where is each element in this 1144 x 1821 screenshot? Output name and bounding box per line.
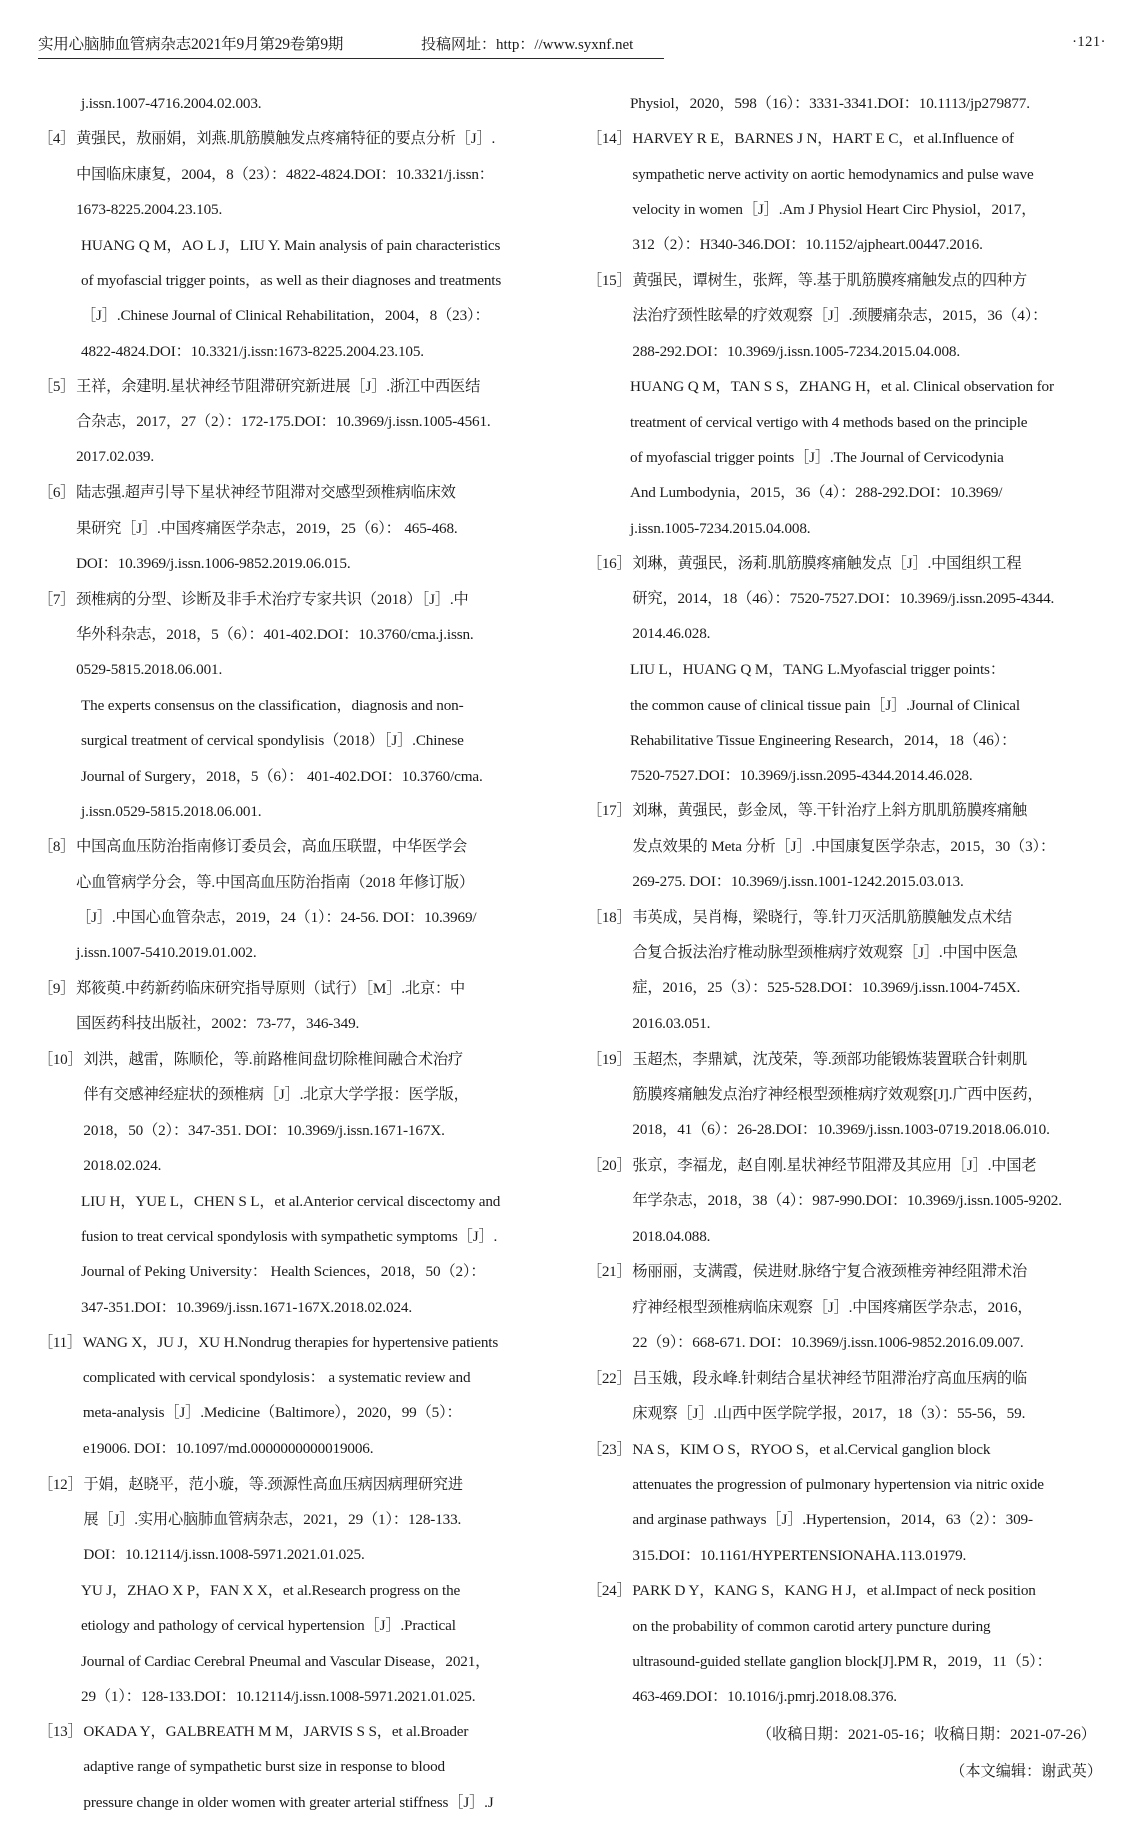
reference-line: 合复合扳法治疗椎动脉型颈椎病疗效观察［J］.中国中医急	[632, 944, 1018, 962]
reference-line: fusion to treat cervical spondylosis with sympathetic symptoms［J］.	[81, 1228, 498, 1245]
reference-line: 王祥，余建明.星状神经节阻滞研究新进展［J］.浙江中西医结	[76, 377, 481, 395]
reference-text	[76, 121, 557, 227]
reference-line: Journal of Surgery，2018，5（6）： 401-402.DOI：10.3760/cma.	[81, 767, 483, 785]
reference-number: ［11］	[38, 1333, 82, 1351]
reference-number: ［22］	[587, 1369, 632, 1387]
reference-line: NA S，KIM O S，RYOO S，et al.Cervical ganglion block	[632, 1440, 991, 1458]
reference-number: ［4］	[38, 130, 76, 148]
reference-line: Journal of Peking University： Health Sciences，2018，50（2）：	[81, 1263, 486, 1281]
reference-number: ［7］	[38, 590, 76, 608]
reference-entry	[587, 1432, 1106, 1573]
received-date-line: （收稿日期：2021-05-16；收稿日期：2021-07-26）	[756, 1725, 1096, 1743]
reference-line: YU J，ZHAO X P，FAN X X，et al.Research progress on the	[81, 1581, 461, 1599]
reference-entry	[587, 1573, 1106, 1714]
reference-translation-block	[630, 652, 1106, 793]
reference-line: 315.DOI：10.1161/HYPERTENSIONAHA.113.01979.	[632, 1546, 967, 1564]
reference-line: 法治疗颈性眩晕的疗效观察［J］.颈腰痛杂志，2015，36（4）：	[632, 307, 1048, 325]
reference-number: ［19］	[587, 1050, 632, 1068]
reference-text	[632, 263, 1106, 369]
page-number: ·121·	[1072, 34, 1106, 50]
page-header	[38, 28, 1106, 66]
reference-line: Physiol，2020，598（16）：3331-3341.DOI：10.1113/jp279877.	[630, 95, 1030, 112]
reference-line: meta-analysis［J］.Medicine（Baltimore），2020，99（5）：	[82, 1404, 462, 1422]
reference-line: j.issn.1005-7234.2015.04.008.	[630, 519, 811, 537]
reference-line: Journal of Cardiac Cerebral Pneumal and Vascular Disease，2021，	[81, 1652, 491, 1670]
reference-line: 22（9）：668-671. DOI：10.3969/j.issn.1006-9852.2016.09.007.	[632, 1333, 1024, 1351]
reference-text	[632, 1148, 1106, 1254]
reference-line: 研究，2014，18（46）：7520-7527.DOI：10.3969/j.issn.2095-4344.	[632, 590, 1055, 608]
reference-text	[632, 1254, 1106, 1360]
reference-line: 中国高血压防治指南修订委员会，高血压联盟，中华医学会	[76, 838, 468, 856]
reference-translation-block	[630, 369, 1106, 545]
reference-line: 347-351.DOI：10.3969/j.issn.1671-167X.2018.02.024.	[81, 1298, 412, 1316]
reference-entry	[38, 475, 557, 581]
reference-line: 463-469.DOI：10.1016/j.pmrj.2018.08.376.	[632, 1688, 897, 1706]
reference-number: ［20］	[587, 1156, 632, 1174]
reference-line: the common cause of clinical tissue pain［J］.Journal of Clinical	[630, 696, 1020, 714]
reference-entry	[587, 1148, 1106, 1254]
editor-line: （本文编辑：谢武英）	[950, 1762, 1102, 1780]
reference-line: j.issn.1007-5410.2019.01.002.	[76, 944, 257, 962]
reference-line: of myofascial trigger points，as well as their diagnoses and treatments	[81, 271, 502, 289]
reference-line: 312（2）：H340-346.DOI：10.1152/ajpheart.00447.2016.	[632, 236, 983, 254]
reference-text	[632, 793, 1106, 899]
reference-line: DOI：10.12114/j.issn.1008-5971.2021.01.025.	[83, 1546, 365, 1564]
reference-line: complicated with cervical spondylosis： a systematic review and	[82, 1369, 471, 1387]
reference-number: ［9］	[38, 979, 76, 997]
reference-line: 269-275. DOI：10.3969/j.issn.1001-1242.2015.03.013.	[632, 873, 964, 891]
reference-entry	[587, 900, 1106, 1041]
reference-line: LIU L，HUANG Q M，TANG L.Myofascial trigger points：	[630, 661, 1005, 679]
reference-entry	[38, 1042, 557, 1183]
reference-entry	[38, 121, 557, 227]
reference-line: 杨丽丽，支满霞，侯进财.脉络宁复合液颈椎旁神经阻滞术治	[632, 1263, 1027, 1281]
reference-line: 29（1）：128-133.DOI：10.12114/j.issn.1008-5971.2021.01.025.	[81, 1687, 476, 1705]
reference-line: surgical treatment of cervical spondylisis（2018）［J］.Chinese	[81, 732, 464, 750]
reference-number: ［21］	[587, 1263, 632, 1281]
reference-number: ［23］	[587, 1440, 632, 1458]
reference-line: 吕玉娥，段永峰.针刺结合星状神经节阻滞治疗高血压病的临	[632, 1369, 1027, 1387]
reference-entry	[38, 369, 557, 475]
reference-line: 2018，41（6）：26-28.DOI：10.3969/j.issn.1003-0719.2018.06.010.	[632, 1121, 1050, 1139]
reference-number: ［10］	[38, 1051, 83, 1069]
reference-line: 于娟，赵晓平，范小璇，等.颈源性高血压病因病理研究进	[83, 1475, 463, 1493]
reference-number: ［8］	[38, 838, 76, 856]
reference-line: Rehabilitative Tissue Engineering Research，2014，18（46）：	[630, 731, 1017, 749]
reference-line: 玉超杰，李鼎斌，沈茂荣，等.颈部功能锻炼装置联合针刺肌	[632, 1050, 1027, 1068]
reference-translation-block	[81, 688, 557, 829]
reference-line: 筋膜疼痛触发点治疗神经根型颈椎病疗效观察[J].广西中医药，	[632, 1085, 1043, 1103]
reference-line: 7520-7527.DOI：10.3969/j.issn.2095-4344.2014.46.028.	[630, 767, 973, 785]
reference-entry	[587, 1042, 1106, 1148]
reference-text	[632, 1573, 1106, 1714]
reference-line: and arginase pathways［J］.Hypertension，2014，63（2）：309-	[632, 1511, 1033, 1529]
reference-line: 发点效果的 Meta 分析［J］.中国康复医学杂志，2015，30（3）：	[632, 837, 1056, 855]
reference-text	[76, 475, 557, 581]
reference-entry	[38, 1325, 557, 1466]
reference-line: 韦英成，吴肖梅，梁晓行，等.针刀灭活肌筋膜触发点术结	[632, 908, 1012, 926]
reference-translation-block	[81, 1573, 557, 1714]
reference-text	[83, 1467, 557, 1573]
reference-line: ［J］.中国心血管杂志，2019，24（1）：24-56. DOI：10.3969/	[76, 908, 477, 926]
reference-line: 刘洪，越雷，陈顺伦，等.前路椎间盘切除椎间融合术治疗	[83, 1051, 463, 1069]
reference-line: LIU H，YUE L，CHEN S L，et al.Anterior cervical discectomy and	[81, 1192, 501, 1210]
reference-entry	[38, 971, 557, 1042]
reference-text	[83, 1325, 557, 1466]
reference-entry	[38, 1714, 557, 1820]
reference-entry	[587, 793, 1106, 899]
reference-line: 0529-5815.2018.06.001.	[76, 661, 223, 679]
header-submission-url: 投稿网址：http：//www.syxnf.net	[421, 37, 634, 53]
left-column	[38, 86, 557, 1821]
reference-line: attenuates the progression of pulmonary hypertension via nitric oxide	[632, 1476, 1044, 1494]
reference-line: 症，2016，25（3）：525-528.DOI：10.3969/j.issn.1004-745X.	[632, 979, 1021, 997]
reference-number: ［15］	[587, 271, 632, 289]
reference-translation-block	[81, 228, 557, 369]
reference-line: j.issn.0529-5815.2018.06.001.	[81, 802, 262, 820]
reference-entry	[587, 121, 1106, 262]
reference-line: And Lumbodynia，2015，36（4）：288-292.DOI：10.3969/	[630, 484, 1003, 502]
reference-number: ［18］	[587, 908, 632, 926]
reference-number: ［13］	[38, 1723, 83, 1741]
reference-line: 2017.02.039.	[76, 448, 155, 466]
reference-number: ［5］	[38, 377, 76, 395]
reference-line: 2014.46.028.	[632, 625, 711, 643]
reference-translation-block	[630, 86, 1106, 121]
reference-line: 中国临床康复，2004，8（23）：4822-4824.DOI：10.3321/j.issn：	[76, 165, 494, 183]
reference-line: sympathetic nerve activity on aortic hemodynamics and pulse wave	[632, 165, 1034, 183]
reference-line: of myofascial trigger points［J］.The Journal of Cervicodynia	[630, 448, 1004, 466]
reference-line: velocity in women［J］.Am J Physiol Heart Circ Physiol，2017，	[632, 200, 1037, 218]
reference-line: 果研究［J］.中国疼痛医学杂志，2019，25（6）： 465-468.	[76, 519, 458, 537]
reference-line: j.issn.1007-4716.2004.02.003.	[81, 95, 262, 112]
reference-line: etiology and pathology of cervical hypertension［J］.Practical	[81, 1617, 456, 1635]
reference-line: WANG X，JU J，XU H.Nondrug therapies for hypertensive patients	[82, 1333, 499, 1351]
reference-line: 郑筱萸.中药新药临床研究指导原则（试行）［M］.北京：中	[76, 979, 466, 997]
reference-line: pressure change in older women with greater arterial stiffness［J］.J	[83, 1793, 494, 1811]
reference-line: 2018，50（2）：347-351. DOI：10.3969/j.issn.1671-167X.	[83, 1121, 445, 1139]
reference-line: 2016.03.051.	[632, 1014, 711, 1032]
reference-line: HUANG Q M，AO L J，LIU Y. Main analysis of pain characteristics	[81, 236, 501, 254]
header-underline	[38, 58, 664, 59]
reference-text	[76, 971, 557, 1042]
reference-entry	[38, 1467, 557, 1573]
reference-text	[632, 546, 1106, 652]
reference-entry	[587, 546, 1106, 652]
reference-number: ［12］	[38, 1475, 83, 1493]
reference-line: treatment of cervical vertigo with 4 methods based on the principle	[630, 413, 1028, 431]
reference-text	[76, 829, 557, 970]
reference-line: 颈椎病的分型、诊断及非手术治疗专家共识（2018）［J］.中	[76, 590, 469, 608]
reference-text	[83, 1714, 557, 1820]
reference-line: 张京，李福龙，赵自刚.星状神经节阻滞及其应用［J］.中国老	[632, 1156, 1037, 1174]
reference-line: 伴有交感神经症状的颈椎病［J］.北京大学学报：医学版，	[83, 1086, 469, 1104]
reference-text	[632, 1432, 1106, 1573]
reference-line: 疗神经根型颈椎病临床观察［J］.中国疼痛医学杂志，2016，	[632, 1298, 1033, 1316]
reference-line: 2018.04.088.	[632, 1227, 711, 1245]
reference-translation-block	[81, 1184, 557, 1325]
reference-entry	[587, 1254, 1106, 1360]
reference-text	[83, 1042, 557, 1183]
reference-number: ［16］	[587, 554, 632, 572]
reference-line: HARVEY R E，BARNES J N，HART E C，et al.Influence of	[632, 130, 1014, 148]
reference-line: 床观察［J］.山西中医学院学报，2017，18（3）：55-56，59.	[632, 1404, 1026, 1422]
reference-line: 展［J］.实用心脑肺血管病杂志，2021，29（1）：128-133.	[83, 1510, 462, 1528]
reference-text	[632, 1042, 1106, 1148]
reference-text	[632, 121, 1106, 262]
reference-line: 刘琳，黄强民，汤莉.肌筋膜疼痛触发点［J］.中国组织工程	[632, 554, 1022, 572]
reference-translation-block	[81, 86, 557, 121]
reference-line: PARK D Y，KANG S，KANG H J，et al.Impact of neck position	[632, 1582, 1036, 1600]
reference-number: ［24］	[587, 1582, 632, 1600]
reference-line: on the probability of common carotid artery puncture during	[632, 1617, 991, 1635]
reference-line: 心血管病学分会，等.中国高血压防治指南（2018 年修订版）	[76, 873, 475, 891]
reference-line: OKADA Y，GALBREATH M M，JARVIS S S，et al.Broader	[83, 1723, 469, 1741]
reference-text	[76, 582, 557, 688]
reference-line: 国医药科技出版社，2002：73-77，346-349.	[76, 1015, 360, 1033]
reference-line: DOI：10.3969/j.issn.1006-9852.2019.06.015.	[76, 554, 351, 572]
reference-line: 年学杂志，2018，38（4）：987-990.DOI：10.3969/j.issn.1005-9202.	[632, 1192, 1062, 1210]
right-column	[587, 86, 1106, 1821]
reference-line: 华外科杂志，2018，5（6）：401-402.DOI：10.3760/cma.j.issn.	[76, 625, 474, 643]
reference-line: ［J］.Chinese Journal of Clinical Rehabilitation，2004，8（23）：	[81, 307, 490, 325]
reference-text	[632, 1361, 1106, 1432]
reference-line: adaptive range of sympathetic burst size in response to blood	[83, 1758, 445, 1776]
reference-line: 4822-4824.DOI：10.3321/j.issn:1673-8225.2004.23.105.	[81, 342, 424, 360]
reference-line: The experts consensus on the classification，diagnosis and non-	[81, 697, 464, 715]
reference-line: 1673-8225.2004.23.105.	[76, 200, 223, 218]
reference-entry	[38, 829, 557, 970]
reference-line: e19006. DOI：10.1097/md.0000000000019006.	[82, 1439, 374, 1457]
reference-line: 黄强民，谭树生，张辉，等.基于肌筋膜疼痛触发点的四种方	[632, 271, 1027, 289]
header-journal-title: 实用心脑肺血管病杂志2021年9月第29卷第9期	[38, 36, 344, 53]
reference-line: 合杂志，2017，27（2）：172-175.DOI：10.3969/j.issn.1005-4561.	[76, 413, 491, 431]
reference-line: 陆志强.超声引导下星状神经节阻滞对交感型颈椎病临床效	[76, 484, 456, 502]
reference-entry	[587, 1361, 1106, 1432]
reference-line: 刘琳，黄强民，彭金凤，等.干针治疗上斜方肌肌筋膜疼痛触	[632, 802, 1027, 820]
reference-text	[632, 900, 1106, 1041]
reference-line: ultrasound-guided stellate ganglion block[J].PM R，2019，11（5）：	[632, 1653, 1052, 1671]
reference-line: 288-292.DOI：10.3969/j.issn.1005-7234.2015.04.008.	[632, 342, 960, 360]
reference-number: ［14］	[587, 130, 632, 148]
reference-line: HUANG Q M，TAN S S，ZHANG H，et al. Clinical observation for	[630, 378, 1054, 396]
reference-entry	[38, 582, 557, 688]
reference-number: ［6］	[38, 484, 76, 502]
reference-line: 黄强民，敖丽娟，刘燕.肌筋膜触发点疼痛特征的要点分析［J］.	[76, 130, 496, 148]
reference-line: 2018.02.024.	[83, 1156, 162, 1174]
reference-entry	[587, 263, 1106, 369]
reference-text	[76, 369, 557, 475]
reference-columns	[38, 86, 1106, 1821]
reference-number: ［17］	[587, 802, 632, 820]
